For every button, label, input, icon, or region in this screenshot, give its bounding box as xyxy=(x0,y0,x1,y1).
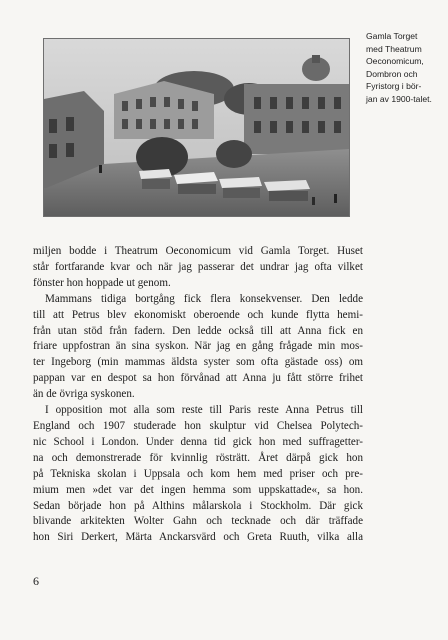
body-text xyxy=(33,244,363,546)
text-line: står fortfarande kvar och när jag passerar det undrar jag ofta vilket xyxy=(33,260,363,273)
text-line: hon Siri Derkert, Märta Anckarsvärd och Greta Ruuth, vilka alla xyxy=(33,531,363,544)
text-line: från utan stöd från fadern. Den ledde också till att Anna fick en xyxy=(33,324,363,337)
caption-line: Oeconomicum, xyxy=(366,56,424,67)
text-line: Mammans tidiga bortgång fick flera konsekvenser. Den ledde xyxy=(45,292,363,305)
text-line: friare uppfostran än sina syskon. När jag en gång frågade min mos- xyxy=(33,340,363,353)
text-line: England och 1907 studerade hon skulptur vid Chelsea Polytech- xyxy=(33,419,363,432)
text-line: på Tekniska skolan i Uppsala och kom hem med priser och pre- xyxy=(33,467,363,480)
text-line: ter Ingeborg (min mammas äldsta syster som ofta gästade oss) om xyxy=(33,356,363,369)
caption-line: Gamla Torget xyxy=(366,31,418,41)
text-line: fönster hon hoppade ut genom. xyxy=(33,276,171,289)
text-line: I opposition mot alla som reste till Paris reste Anna Petrus till xyxy=(45,404,363,417)
text-line: nic School i London. Under denna tid gick hon med suffragetter- xyxy=(33,435,363,448)
historic-photo-gamla-torget xyxy=(43,38,350,217)
photo-caption xyxy=(366,30,446,106)
caption-line: Fyristorg i bör- xyxy=(366,81,422,92)
text-line: mium men »det var det ingen hemma som uppskattade«, sa hon. xyxy=(33,483,363,496)
text-line: än de övriga syskonen. xyxy=(33,388,135,401)
town-square-photo xyxy=(44,39,349,216)
text-line: na och demonstrerade för kvinnlig rösträtt. Året därpå gick hon xyxy=(33,451,363,464)
page-number: 6 xyxy=(33,574,39,588)
text-line: Sedan började hon på Althins målarskola i Stockholm. Där gick xyxy=(33,499,363,512)
text-line: pappan var en despot sa hon förvånad att Anna ju fått större frihet xyxy=(33,372,363,385)
caption-line: jan av 1900-talet. xyxy=(366,93,432,104)
caption-line: med Theatrum xyxy=(366,43,422,54)
text-line: till att Petrus blev ekonomiskt oberoende och kunde flytta hemi- xyxy=(33,308,363,321)
text-line: miljen bodde i Theatrum Oeconomicum vid Gamla Torget. Huset xyxy=(33,245,363,257)
caption-line: Dombron och xyxy=(366,68,418,79)
text-line: blivande arkitekten Wolter Gahn och tecknade och där träffade xyxy=(33,515,363,528)
